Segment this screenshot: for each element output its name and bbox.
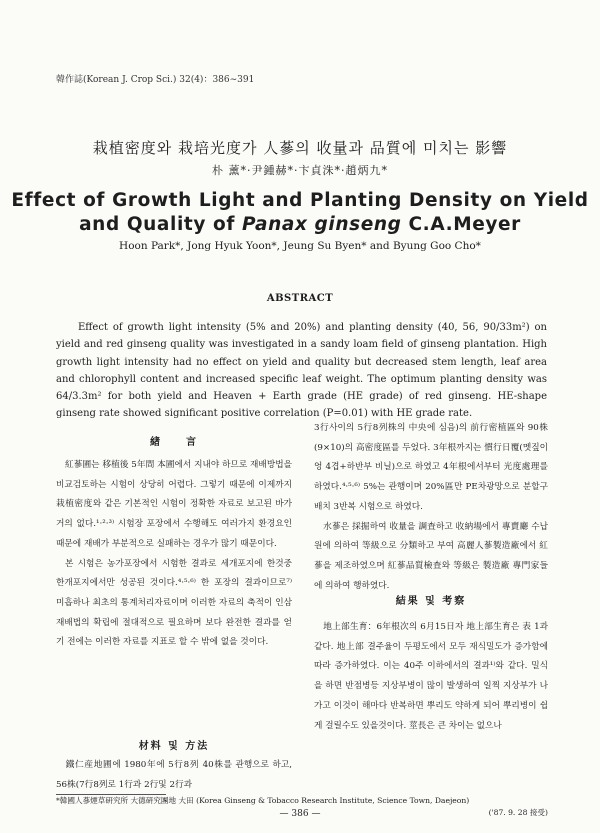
results-paragraph-1-text: 地上部生育：6年根次의 6月15日자 地上部生育은 表 1과 같다. 地上部 결주율이 두평도에서 모두 재식밀도가 증가함에 따라 증가하였다. 이는 40주 이하에서의 결과¹⁾와 같다. 밀식을 하면 반점병등 지상부병이 많이 발생하여 일찍 지상부가 나가고 이것이 해마다 반복하면 뿌리도 약하게 되어 뿌리병이 쉽게 걸릴수도 있을것이다. 莖長은 큰 차이는 없으나 [314, 622, 548, 731]
english-title-species: Panax ginseng [242, 214, 402, 235]
abstract-text: Effect of growth light intensity (5% and 20%) and planting density (40, 56, 90/33m²) on yield and red ginseng quality was investigated in a sandy loam field of ginseng plantation. High growth light intensity had no effect on yield and quality but decreased stem length, leaf area and chlorophyll content and increased specific leaf weight. The optimum planting density was 64/3.3m² for both yield and Heaven + Earth grade (HE grade) of red ginseng. HE-shape ginseng rate showed significant positive correlation (P=0.01) with HE grade rate. [56, 322, 547, 420]
methods-text-left [56, 756, 292, 795]
results-heading: 結果 및 考察 [395, 596, 467, 607]
intro-paragraph-1 [56, 456, 292, 555]
english-authors: Hoon Park*, Jong Hyuk Yoon*, Jeung Su Byen* and Byung Goo Cho* [119, 240, 481, 252]
intro-heading: 緖 言 [150, 437, 198, 448]
methods-paragraph-1 [56, 756, 292, 795]
methods-heading: 材料 및 方法 [138, 741, 210, 752]
methods-paragraph-1-continued [314, 419, 548, 518]
journal-citation: 韓作誌(Korean J. Crop Sci.) 32(4)：386∼391 [56, 75, 255, 85]
korean-authors: 朴 薰*·尹鍾赫*·卞貞洙*·趙炳九* [212, 164, 388, 177]
intro-paragraph-1-text: 紅蔘圃는 移植後 5年間 本圃에서 지내야 하므로 재배방법을 비교검토하는 시험이 상당히 어렵다. 그렇기 때문에 이제까지 栽植密度와 같은 기본적인 시험이 정확한 자료로 보고된 바가 거의 없다.¹·²·³⁾ 시험장 포장에서 수행해도 여러가지 환경요인 때문에 재배가 부분적으로 실패하는 경우가 많기 때문이다. [56, 460, 292, 549]
english-title-prefix: and Quality of [79, 214, 243, 235]
results-paragraph-1 [314, 618, 548, 736]
methods-paragraph-1-text: 鐵仁産地圃에 1980年에 5行8列 40株를 관행으로 하고, 56株(7行8列로 1行과 2行및 2行과 [56, 760, 292, 790]
english-title-line-2 [0, 214, 600, 235]
intro-paragraph-2 [56, 555, 292, 654]
methods-paragraph-1-continued-text: 3行사이의 5行8列株의 中央에 심음)의 前行密植區와 90株(9×10)의 高密度區를 두었다. 3年根까지는 慣行日覆(멧짚이엉 4겹+하반부 비닐)으로 하였고 4年根에서부터 光度處理를 하였다.⁴·⁵·⁶⁾ 5%는 관행이며 20%區만 PE차광망으로 분할구 배치 3반복 시험으로 하였다. [314, 423, 548, 512]
methods-paragraph-2-text: 水蔘은 採掘하여 收量을 調査하고 收納場에서 專賣廳 수납원에 의하여 等級으로 分類하고 부여 高麗人蔘製造廠에서 紅蔘을 제조하였으며 紅蔘品質檢査와 等級은 製造廠 專門家들에 의하여 행하였다. [314, 521, 548, 591]
results-text [314, 618, 548, 736]
received-date: ('87. 9. 28 接受) [488, 808, 548, 817]
methods-paragraph-2 [314, 518, 548, 597]
korean-title: 栽植密度와 栽培光度가 人蔘의 收量과 品質에 미치는 影響 [92, 139, 508, 157]
footnote-affiliation: *韓國人蔘煙草硏究所 大德硏究團地 大田 (Korea Ginseng & Tobacco Research Institute, Science Town, Daejeon) [56, 796, 470, 805]
intro-paragraph-2-text: 본 시험은 농가포장에서 시험한 결과로 세개포지에 한것중 한개포지에서만 성공된 것이다.⁴·⁵·⁶⁾ 한 포장의 결과이므로⁷⁾ 미흡하나 최초의 통계처리자료이며 이러한 자료의 축적이 인삼재배법의 확립에 절대적으로 필요하며 보다 완전한 결과를 얻기 전에는 이러한 자료를 지표로 할 수 밖에 없을 것이다. [56, 558, 292, 648]
methods-text-right [314, 419, 548, 596]
page-number: — 386 — [279, 809, 321, 819]
english-title-suffix: C.A.Meyer [401, 214, 521, 235]
abstract-body [56, 319, 547, 423]
abstract-heading: ABSTRACT [266, 293, 334, 304]
intro-text [56, 456, 292, 653]
english-title-line-1: Effect of Growth Light and Planting Density on Yield [11, 190, 589, 211]
